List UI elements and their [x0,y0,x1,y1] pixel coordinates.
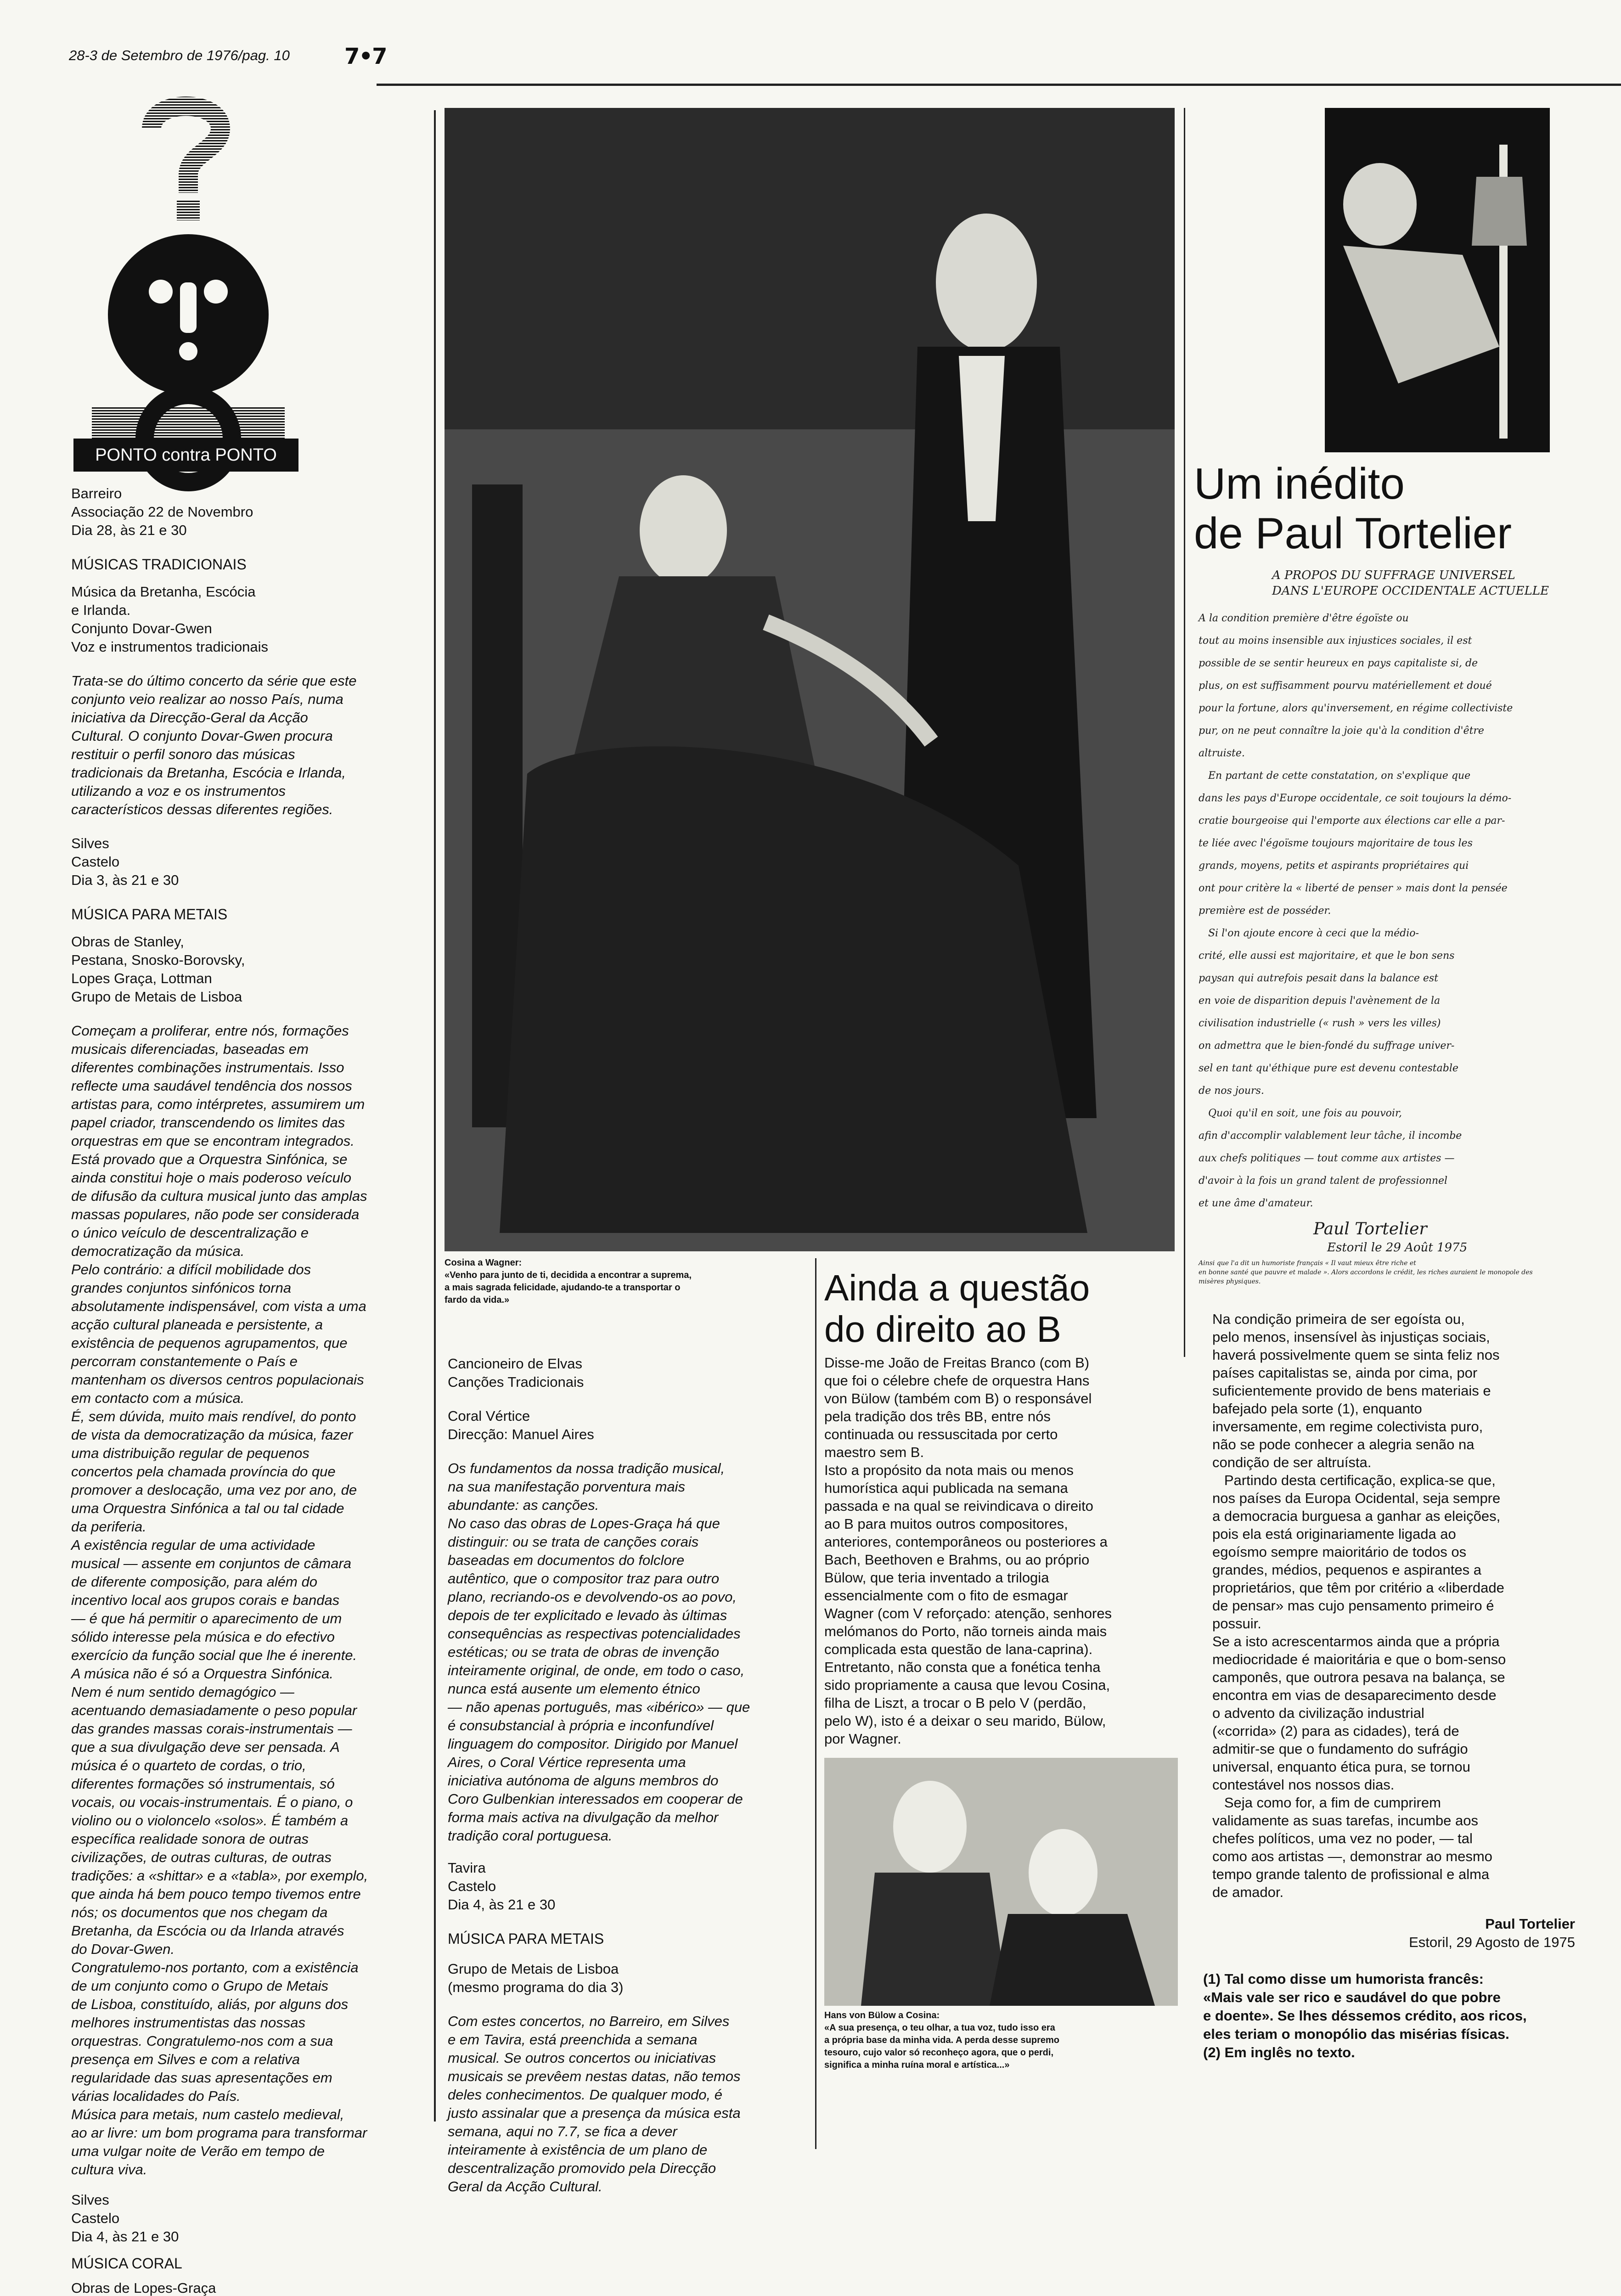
logo-band-label: PONTO contra PONTO [95,445,277,465]
handwritten-heading: A PROPOS DU SUFFRAGE UNIVERSEL DANS L'EUROPE OCCIDENTALE ACTUELLE [1272,568,1549,598]
event-heading: MÚSICA CORAL [71,2255,182,2272]
event-time: Dia 4, às 21 e 30 [71,2228,179,2245]
event-place: Silves [71,2192,109,2208]
column-rule [434,110,436,2122]
caption-text: «A sua presença, o teu olhar, a tua voz, tudo isso era a própria base da minha vida. A perda desse supremo tesouro, cujo valor só reconheço agora, que o perdi, significa a minha ruína moral e artística...» [824,2023,1060,2070]
handwritten-date: Estoril le 29 Août 1975 [1327,1241,1468,1255]
caption-title: Cosina a Wagner: [445,1258,522,1268]
ponto-contra-ponto-band [73,439,298,472]
handwritten-text: A la condition première d'être égoïste ou tout au moins insensible aux injustices sociales, il est possible de se sentir heureux en pays capitaliste si, de plus, on est suffisamment pourvu matériellement et doué pour la fortune, alors qu'inversement, en régime collectiviste pur, on ne peut connaître la joie qu'à la condition d'être altruiste. En partant de cette constatation, on s'explique que dans les pays d'Europe occidentale, ce soit toujours la démo- cratie bourgeoise qui l'emporte aux élections car elle a par- te liée avec l'égoïsme toujours majoritaire de tous les grands, moyens, petits et aspirants propriétaires qui ont pour critère la « liberté de penser » mais dont la pensée première est de posséder. Si l'on ajoute encore à ceci que la médio- crité, elle aussi est majoritaire, et que le bon sens paysan qui autrefois pesait dans la balance est en voie de disparition depuis l'avènement de la civilisation industrielle (« rush » vers les villes) on admettra que le bien-fondé du suffrage univer- sel en tant qu'éthique pure est devenu contestable de nos jours. Quoi qu'il en soit, une fois au pouvoir, afin d'accomplir valablement leur tâche, il incombe aux chefs politiques — tout comme aux artistes — d'avoir à la fois un grand talent de professionnel et une âme d'amateur. [1199,613,1513,1209]
event-venue: Castelo [448,1878,496,1894]
tortelier-article [1194,459,1607,2154]
masthead-logo: 7•7 [344,44,387,69]
dateline: 28-3 de Setembro de 1976/pag. 10 [69,47,290,63]
event-place: Barreiro [71,485,122,501]
b-article [824,1267,1182,2149]
caption-title: Hans von Bülow a Cosina: [824,2010,940,2020]
handwritten-signature: Paul Tortelier [1313,1220,1427,1238]
photo-bulow-cosina-image [824,1758,1178,2006]
event-time: Dia 3, às 21 e 30 [71,872,179,888]
column-1 [71,484,429,2296]
photo-cosina-wagner [445,108,1175,1251]
event-program: Grupo de Metais de Lisboa (mesmo programa do dia 3) [448,1961,624,1995]
event-program: Música da Bretanha, Escócia e Irlanda. Conjunto Dovar-Gwen Voz e instrumentos tradicionais [71,584,269,655]
event-comment: Os fundamentos da nossa tradição musical, na sua manifestação porventura mais abundante: as canções. No caso das obras de Lopes-Graça há que distinguir: ou se trata de canções corais baseadas em documentos do folclore autêntico, que o compositor traz para outro plano, recriando-os e devolvendo-os ao povo, depois de ter explicitado e levado às últimas consequências as respectivas potencialidades estéticas; ou se trata de obras de invenção inteiramente original, de onde, em todo o caso, nunca está ausente um elemento étnico — não apenas português, mas «ibérico» — que é consubstancial à própria e inconfundível linguagem do compositor. Dirigido por Manuel Aires, o Coral Vértice representa uma iniciativa autónoma de alguns membros do Coro Gulbenkian interessados em cooperar de forma mais activa na divulgação da melhor tradição coral portuguesa. [448,1460,750,1844]
logo-graphic-icon [73,85,298,471]
translation-signature: Paul Tortelier [1485,1916,1575,1932]
column-2 [448,1355,810,2195]
event-heading: MÚSICAS TRADICIONAIS [71,556,247,573]
tortelier-handwritten-letter [1194,568,1607,1286]
b-article-body: Disse-me João de Freitas Branco (com B) que foi o célebre chefe de orquestra Hans von Bülow (também com B) o responsável pela tradição dos três BB, entre nós continuada ou ressuscitada por certo maestro sem B. Isto a propósito da nota mais ou menos humorística aqui publicada na semana passada e na qual se reivindicava o direito ao B para muitos outros compositores, anteriores, contemporâneos ou posteriores a Bach, Beethoven e Brahms, ou ao próprio Bülow, que teria inventado a trilogia essencialmente com o fito de esmagar Wagner (com V reforçado: atenção, senhores melómanos do Porto, não torneis ainda mais complicada esta questão de lana-caprina). Entretanto, não consta que a fonética tenha sido propriamente a causa que levou Cosina, filha de Liszt, a trocar o B pelo V (perdão, pelo W), isto é a deixar o seu marido, Bülow, por Wagner. [824,1355,1112,1747]
event-comment: Trata-se do último concerto da série que este conjunto veio realizar ao nosso País, numa iniciativa da Direcção-Geral da Acção Cultural. O conjunto Dovar-Gwen procura restituir o perfil sonoro das músicas tradicionais da Bretanha, Escócia e Irlanda, utilizando a voz e os instrumentos característicos dessas diferentes regiões. [71,673,357,817]
photo-tortelier-image [1325,108,1550,452]
event-heading: MÚSICA PARA METAIS [448,1930,604,1947]
event-venue: Castelo [71,2210,120,2226]
event-program: Obras de Lopes-Graça [71,2280,216,2296]
event-time: Dia 28, às 21 e 30 [71,522,187,538]
column-rule [1184,108,1185,1357]
tortelier-title: Um inédito de Paul Tortelier [1194,459,1512,558]
photo-cosina-wagner-image [445,108,1175,1251]
event-performer: Coral Vértice Direcção: Manuel Aires [448,1408,594,1442]
translation-footnotes: (1) Tal como disse um humorista francês: «Mais vale ser rico e saudável do que pobre e doente». Se lhes déssemos crédito, aos ricos, eles teriam o monopólio das misérias físicas. (2) Em inglês no texto. [1203,1971,1527,2060]
event-comment: Começam a proliferar, entre nós, formações musicais diferenciadas, baseadas em diferentes combinações instrumentais. Isso reflecte uma saudável tendência dos nossos artistas para, como intérpretes, assumirem um papel criador, transcendendo os limites das orquestras em que se encontram integrados. Está provado que a Orquestra Sinfónica, se ainda constitui hoje o mais poderoso veículo de difusão da cultura musical junto das amplas massas populares, não pode ser considerada o único veículo de descentralização e democratização da música. Pelo contrário: a difícil mobilidade dos grandes conjuntos sinfónicos torna absolutamente indispensável, com vista a uma acção cultural planeada e persistente, a existência de pequenos agrupamentos, que percorram constantemente o País e mantenham os diversos centros populacionais em contacto com a música. É, sem dúvida, muito mais rendível, do ponto de vista da democratização da música, fazer uma distribuição regular de pequenos concertos pela chamada província do que promover a deslocação, uma vez por ano, de uma Orquestra Sinfónica a tal ou tal cidade da periferia. A existência regular de uma actividade musical — assente em conjuntos de câmara de diferente composição, para além do incentivo local aos grupos corais e bandas — é que há permitir o aparecimento de um sólido interesse pela música e do efectivo exercício da função social que lhe é inerente. A música não é só a Orquestra Sinfónica. Nem é num sentido demagógico — acentuando demasiadamente o peso popular das grandes massas corais-instrumentais — que a sua divulgação deve ser pensada. A música é o quarteto de cordas, o trio, diferentes formações só instrumentais, só vocais, ou vocais-instrumentais. É o piano, o violino ou o violoncelo «solos». É também a específica realidade sonora de outras civilizações, de outras culturas, de outras tradições: a «shittar» e a «tabla», por exemplo, que ainda há bem pouco tempo tivemos entre nós; os documentos que nos chegam da Bretanha, da Escócia ou da Irlanda através do Dovar-Gwen. Congratulemo-nos portanto, com a existência de um conjunto como o Grupo de Metais de Lisboa, constituído, aliás, por alguns dos melhores instrumentistas das nossas orquestras. Congratulemo-nos com a sua presença em Silves e com a relativa regularidade das suas apresentações em várias localidades do País. Música para metais, num castelo medieval, ao ar livre: um bom programa para transformar uma vulgar noite de Verão em tempo de cultura viva. [71,1023,368,2178]
caption-text: «Venho para junto de ti, decidida a encontrar a suprema, a mais sagrada felicidade, ajudando-te a transportar o fardo da vida.» [445,1270,692,1305]
photo-bulow-cosina [824,1758,1178,2006]
event-program: Cancioneiro de Elvas Canções Tradicionais [448,1356,584,1390]
b-article-title: Ainda a questão do direito ao B [824,1267,1090,1350]
page-header [69,44,1575,80]
event-venue: Castelo [71,854,120,870]
event-time: Dia 4, às 21 e 30 [448,1896,556,1913]
event-program: Obras de Stanley, Pestana, Snosko-Borovsky, Lopes Graça, Lottman Grupo de Metais de Lisboa [71,934,245,1005]
event-venue: Associação 22 de Novembro [71,504,253,520]
event-place: Silves [71,835,109,851]
event-comment: Com estes concertos, no Barreiro, em Silves e em Tavira, está preenchida a semana musical. Se outros concertos ou iniciativas musicais se prevêem nestas datas, não temos deles conhecimentos. De qualquer modo, é justo assinalar que a presença da música esta semana, aqui no 7.7, se fica a dever inteiramente à existência de um plano de descentralização promovido pela Direcção Geral da Acção Cultural. [448,2013,741,2195]
handwritten-footnote: Ainsi que l'a dit un humoriste français « Il vaut mieux être riche et en bonne santé que pauvre et malade ». Alors accordons le crédit, les riches auraient le monopole des misères physiques. [1199,1260,1533,1285]
b-article-rule [815,1258,816,2149]
translation-date: Estoril, 29 Agosto de 1975 [1409,1934,1575,1950]
event-heading: MÚSICA PARA METAIS [71,906,228,923]
ponto-contra-ponto-logo [73,85,298,471]
photo-tortelier [1325,108,1550,452]
event-place: Tavira [448,1860,486,1876]
tortelier-translation: Na condição primeira de ser egoísta ou, pelo menos, insensível às injustiças sociais, haverá possivelmente quem se sinta feliz nos países capitalistas se, ainda por cima, por suficientemente provido de bens materiais e bafejado pela sorte (1), enquanto inversamente, em regime colectivista puro, não se pode conhecer a alegria senão na condição de ser altruísta. Partindo desta certificação, explica-se que, nos países da Europa Ocidental, seja sempre a democracia burguesa a ganhar as eleições, pois ela está originariamente ligada ao egoísmo sempre maioritário de todos os grandes, médios, pequenos e aspirantes a proprietários, que têm por critério a «liberdade de pensar» mas cujo pensamento primeiro é possuir. Se a isto acrescentarmos ainda que a própria mediocridade é maioritária e que o bom-senso camponês, que outrora pesava na balança, se encontra em vias de desaparecimento desde o advento da civilização industrial («corrida» (2) para as cidades), terá de admitir-se que o fundamento do sufrágio universal, enquanto ética pura, se tornou contestável nos nossos dias. Seja como for, a fim de cumprirem validamente as suas tarefas, incumbe aos chefes políticos, uma vez no poder, — tal como aos artistas —, demonstrar ao mesmo tempo grande talento de profissional e alma de amador. [1212,1311,1506,1900]
header-rule [377,84,1621,86]
